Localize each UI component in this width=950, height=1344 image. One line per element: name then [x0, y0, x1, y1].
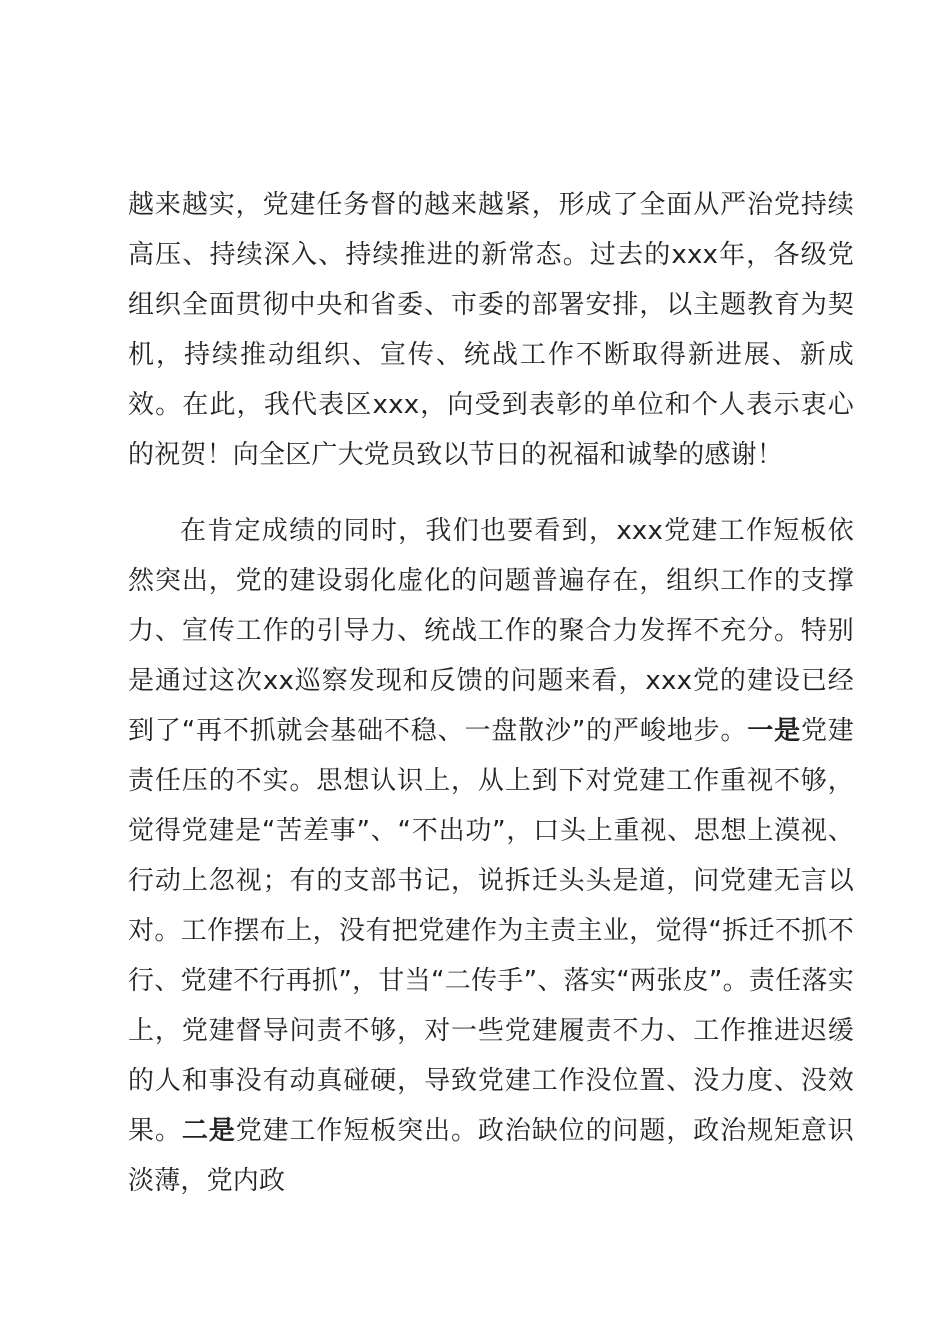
paragraph-2-text-intro: 在肯定成绩的同时，我们也要看到，xxx党建工作短板依然突出，党的建设弱化虚化的问题普遍存在，组织工作的支撑力、宣传工作的引导力、统战工作的聚合力发挥不充分。特别是通过这次xx巡察发现和反馈的问题来看，xxx党的建设已经到了“再不抓就会基础不稳、一盘散沙”的严峻地步。	[128, 516, 854, 746]
paragraph-2	[128, 506, 854, 1206]
paragraph-2-text-second-point: 党建工作短板突出。政治缺位的问题，政治规矩意识淡薄，党内政	[128, 1116, 855, 1196]
paragraph-2-bold-first: 一是	[747, 716, 801, 746]
paragraph-2-text-first-point: 党建责任压的不实。思想认识上，从上到下对党建工作重视不够，觉得党建是“苦差事”、“不出功”，口头上重视、思想上漠视、行动上忽视；有的支部书记，说拆迁头头是道，问党建无言以对。工作摆布上，没有把党建作为主责主业，觉得“拆迁不抓不行、党建不行再抓”，甘当“二传手”、落实“两张皮”。责任落实上，党建督导问责不够，对一些党建履责不力、工作推进迟缓的人和事没有动真碰硬，导致党建工作没位置、没力度、没效果。	[128, 716, 854, 1146]
document-page	[128, 180, 854, 1206]
paragraph-1-text: 越来越实，党建任务督的越来越紧，形成了全面从严治党持续高压、持续深入、持续推进的新常态。过去的xxx年，各级党组织全面贯彻中央和省委、市委的部署安排，以主题教育为契机，持续推动组织、宣传、统战工作不断取得新进展、新成效。在此，我代表区xxx，向受到表彰的单位和个人表示衷心的祝贺！向全区广大党员致以节日的祝福和诚挚的感谢！	[128, 190, 854, 470]
paragraph-2-bold-second: 二是	[181, 1116, 236, 1146]
paragraph-1	[128, 180, 854, 480]
